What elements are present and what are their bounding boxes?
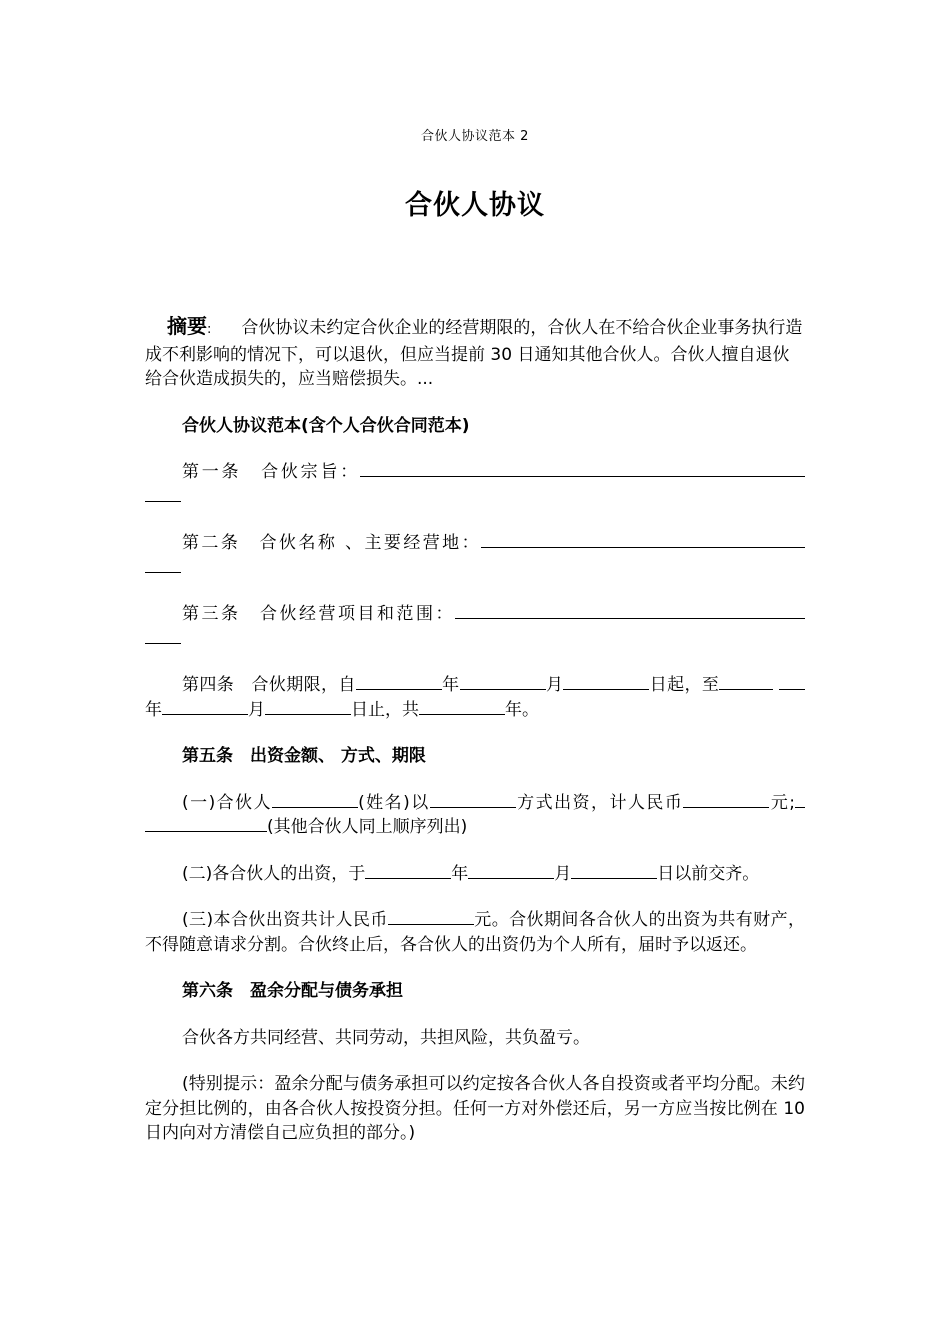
article-4 [145,673,805,722]
item-2-text: (二)各合伙人的出资，于 [182,863,366,884]
fill-blank[interactable] [145,627,181,644]
fill-blank[interactable] [571,862,657,879]
item-1-text: (姓名)以 [358,792,430,813]
abstract-label: 摘要 [167,314,207,338]
article-2-label: 第二条 合伙名称 、主要经营地： [182,533,481,553]
abstract-colon: : [207,322,212,337]
article-3 [145,602,805,651]
fill-blank[interactable] [719,673,773,690]
item-3-text: (三)本合伙出资共计人民币 [182,910,388,930]
fill-blank[interactable] [356,673,442,690]
fill-blank[interactable] [683,791,769,808]
article-4-text: 日止，共 [351,699,419,720]
fill-blank[interactable] [162,698,248,715]
fill-blank[interactable] [265,698,351,715]
article-1-label: 第一条 合伙宗旨： [182,462,360,482]
fill-blank[interactable] [145,485,181,502]
article-4-text: 年 [145,699,162,720]
fill-blank[interactable] [779,673,805,690]
page-header: 合伙人协议范本 2 [421,129,529,144]
item-3 [145,908,805,957]
article-2 [145,531,805,580]
fill-blank[interactable] [145,556,181,573]
fill-blank[interactable] [145,815,267,832]
item-3-text: 元。合伙期间各合伙人的出资为共有财产，不得随意请求分割。合伙终止后，各合伙人的出资仍为个人所有，届时予以返还。 [145,910,805,955]
abstract-paragraph [145,314,805,392]
article-4-text: 年 [441,675,460,695]
abstract-text: 合伙协议未约定合伙企业的经营期限的，合伙人在不给合伙企业事务执行造成不利影响的情况下，可以退伙，但应当提前 30 日通知其他合伙人。合伙人擅自退伙给合伙造成损失的，应当赔偿损失。... [145,318,803,389]
fill-blank[interactable] [430,791,516,808]
fill-blank[interactable] [365,862,451,879]
fill-blank[interactable] [468,862,554,879]
fill-blank[interactable] [455,602,805,619]
item-1-text: (一)合伙人 [182,792,273,813]
item-1 [145,791,805,840]
fill-blank[interactable] [388,908,474,925]
article-4-text: 月 [545,675,564,695]
item-2-text: 日以前交齐。 [657,863,760,884]
fill-blank[interactable] [360,460,805,477]
fill-blank[interactable] [460,673,546,690]
fill-blank[interactable] [272,791,358,808]
article-4-text: 第四条 合伙期限，自 [182,675,356,695]
article-4-text: 月 [248,699,265,720]
item-1-text: (其他合伙人同上顺序列出) [267,817,468,837]
share-paragraph: 合伙各方共同经营、共同劳动，共担风险，共负盈亏。 [182,1027,590,1048]
article-6-heading: 第六条 盈余分配与债务承担 [182,981,403,1001]
document-title: 合伙人协议 [405,190,545,221]
item-1-text: 方式出资，计人民币 [515,792,684,813]
main-heading: 合伙人协议范本(含个人合伙合同范本) [182,415,470,436]
fill-blank[interactable] [481,531,805,548]
item-2-text: 年 [451,863,469,884]
item-2 [145,862,805,887]
article-4-text: 年。 [505,699,539,720]
fill-blank[interactable] [419,698,505,715]
item-1-text: 元; [769,792,796,813]
item-2-text: 月 [554,863,572,884]
article-4-text: 日起，至 [649,675,720,695]
article-1 [145,460,805,509]
fill-blank[interactable] [563,673,649,690]
note-paragraph: (特别提示：盈余分配与债务承担可以约定按各合伙人各自投资或者平均分配。未约定分担比例的，由各合伙人按投资分担。任何一方对外偿还后，另一方应当按比例在 10 日内向对方清偿自己应负担的部分。) [145,1074,805,1143]
article-5-heading: 第五条 出资金额、 方式、期限 [182,746,426,766]
fill-blank[interactable] [795,791,805,808]
document-body [145,314,805,1146]
article-3-label: 第三条 合伙经营项目和范围： [182,604,455,624]
